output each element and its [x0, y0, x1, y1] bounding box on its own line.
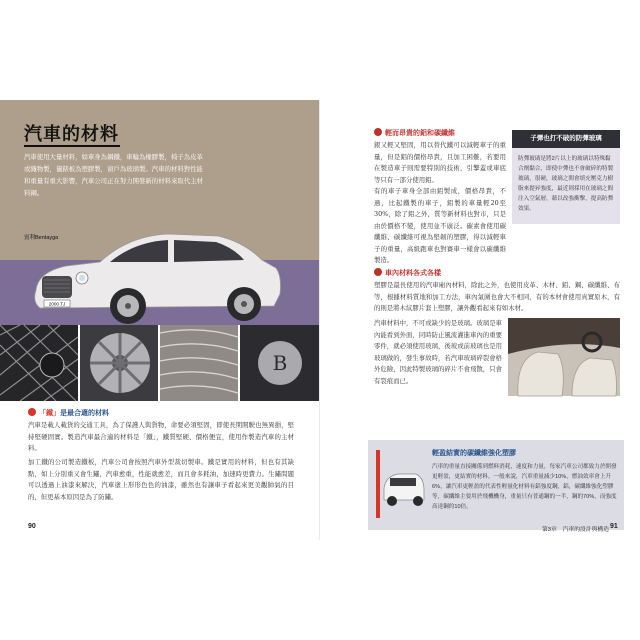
left-page — [0, 100, 320, 540]
car-image — [18, 220, 288, 328]
car-caption: 賓利Bentayga — [24, 235, 59, 241]
car-icon — [372, 448, 428, 520]
title-underline — [24, 145, 120, 147]
interior-paragraph-2: 汽車材料中，不可或缺少的是玻璃。玻璃是車內能看到外面，同時防止風流灌進車內的重要零件，就必須使用玻璃，後玻或前玻璃也是用玻璃做的，發生事故時，若汽車玻璃碎裂會格外危險，因此特製玻璃的碎片不會飛散，只會有裂痕而已。 — [374, 319, 502, 385]
callout-body: 汽車的重量直接關係到燃料消耗，速度和力量，每家汽車公司都致力於開發更輕盈，更結實的材料，一般來說，汽車重量減少10%，燃油效率會上升6%，讓汽車更輕盈的代表性輕量化材料有鋁強度鋼，鋁，碳纖維強化塑膠等，碳纖維主要用於飛機機身，重量只有普通鋼的一半，鋼的70%，而強度高達鋼的10倍。 — [432, 464, 617, 510]
sidebar-title: 子彈也打不破的防彈玻璃 — [512, 130, 620, 148]
section-heading-aluminum: 輕而昂貴的鋁和碳纖維 — [374, 128, 455, 138]
section-heading-iron: 「鐵」是最合適的材料 — [28, 408, 109, 418]
badge-detail — [240, 325, 320, 401]
right-paragraph-2b — [374, 226, 620, 262]
book-spread — [0, 100, 640, 550]
interior-photo — [508, 318, 620, 396]
vent-detail — [160, 325, 238, 401]
wheel-detail — [80, 325, 158, 401]
page-title: 汽車的材料 — [24, 124, 119, 144]
page-number-right: 91 — [610, 523, 618, 530]
section-bullet-icon — [374, 268, 382, 276]
intro-text: 汽車使用大量材料，如車身為鋼鐵，車輪為橡膠製，椅子為皮革或織物製，儀錶板為塑膠製，窗戶為玻璃製。汽車的材料對性能和重量有重大影響，汽車公司正在努力開發新的材料來取代主材料鋼。 — [24, 154, 203, 197]
grille-detail — [0, 325, 78, 401]
section-bullet-icon — [374, 128, 382, 136]
sidebar-body: 防彈玻璃是將2片以上的玻璃以特殊黏合劑黏合，即使中彈也不會破碎的特製玻璃，很硬，玻璃之間會填充壓克力樹脂來提昇強度，最近則採用在玻璃之間注入空氣層，藉以改強衝擊，提高防彈效果。 — [518, 156, 614, 212]
callout-heading: 輕盈結實的碳纖維強化塑膠 — [432, 450, 516, 457]
bulletproof-glass-sidebar — [512, 130, 620, 224]
section-heading-interior: 車內材料各式各樣 — [374, 268, 441, 278]
paragraph-1: 汽車是載人載貨的交通工具，為了保護人與貨物，命要必須堅固，即使長期開駛也無異損，堅持堅硬固實。製造汽車最合適的材料是「鐵」，鐵質堅硬、價格便宜，使用作製造汽車的主材料。 — [28, 421, 294, 452]
section-bullet-icon — [28, 408, 36, 416]
page-number-left: 90 — [28, 523, 36, 530]
right-page — [320, 100, 640, 540]
right-paragraph-2a: 有的車子車身全部由鋁製成，價格昂貴，不過，比起鐵製的車子，鋁製的車量輕20至30%，除了鋁之外，質等新材料也對市，只是由於價格不變，使用並不廣泛。碳素會使用碳纖維、碳纖維可視為堅韌的塑膠，得以減輕車子的重量，高級跑車也對賽車一樣會以碳纖維製造。 — [374, 187, 506, 264]
carbon-fiber-callout — [368, 440, 624, 530]
detail-photo-strip — [0, 325, 320, 401]
interior-paragraph-1: 塑膠是最長使用的汽車廂內材料，除此之外，也使用皮革、木材、鋁、鋼、碳纖維、布等，根據材料質地和加工方法，車內氣圍也會大不相同，有的本材會使用真實原木，有的則是將木紋膠片套上塑膠，讓外觀看起來有如木材。 — [374, 281, 620, 312]
right-paragraph-1: 銀又輕又堅固，用以替代鐵可以減輕車子的重量，但是鋁的價格昂貴，且加工困難，若要用在製造車子則需要特別的技術，引擎蓋或車底等只有一部分使用鋁。 — [374, 141, 506, 184]
svg-text:B: B — [272, 351, 288, 375]
license-plate: 2000 TJ — [48, 301, 66, 307]
paragraph-2: 加工鐵的公司製造鐵板，汽車公司會按照汽車外型裁切製車。鐵是實用的材料，但也有其缺點，如上分別重又會生鏽，汽車愈重，性能就愈差，而且會多耗油，加速時更費力。生鏽問題可以透過上油漆來解決，汽車塗上形形色色的油漆，雖然也有讓車子看起來更美觀帥氣的目的，但更基本原因是為了防鏽。 — [28, 458, 294, 501]
running-head: 第3章 汽車的設計與構造 — [542, 527, 609, 533]
